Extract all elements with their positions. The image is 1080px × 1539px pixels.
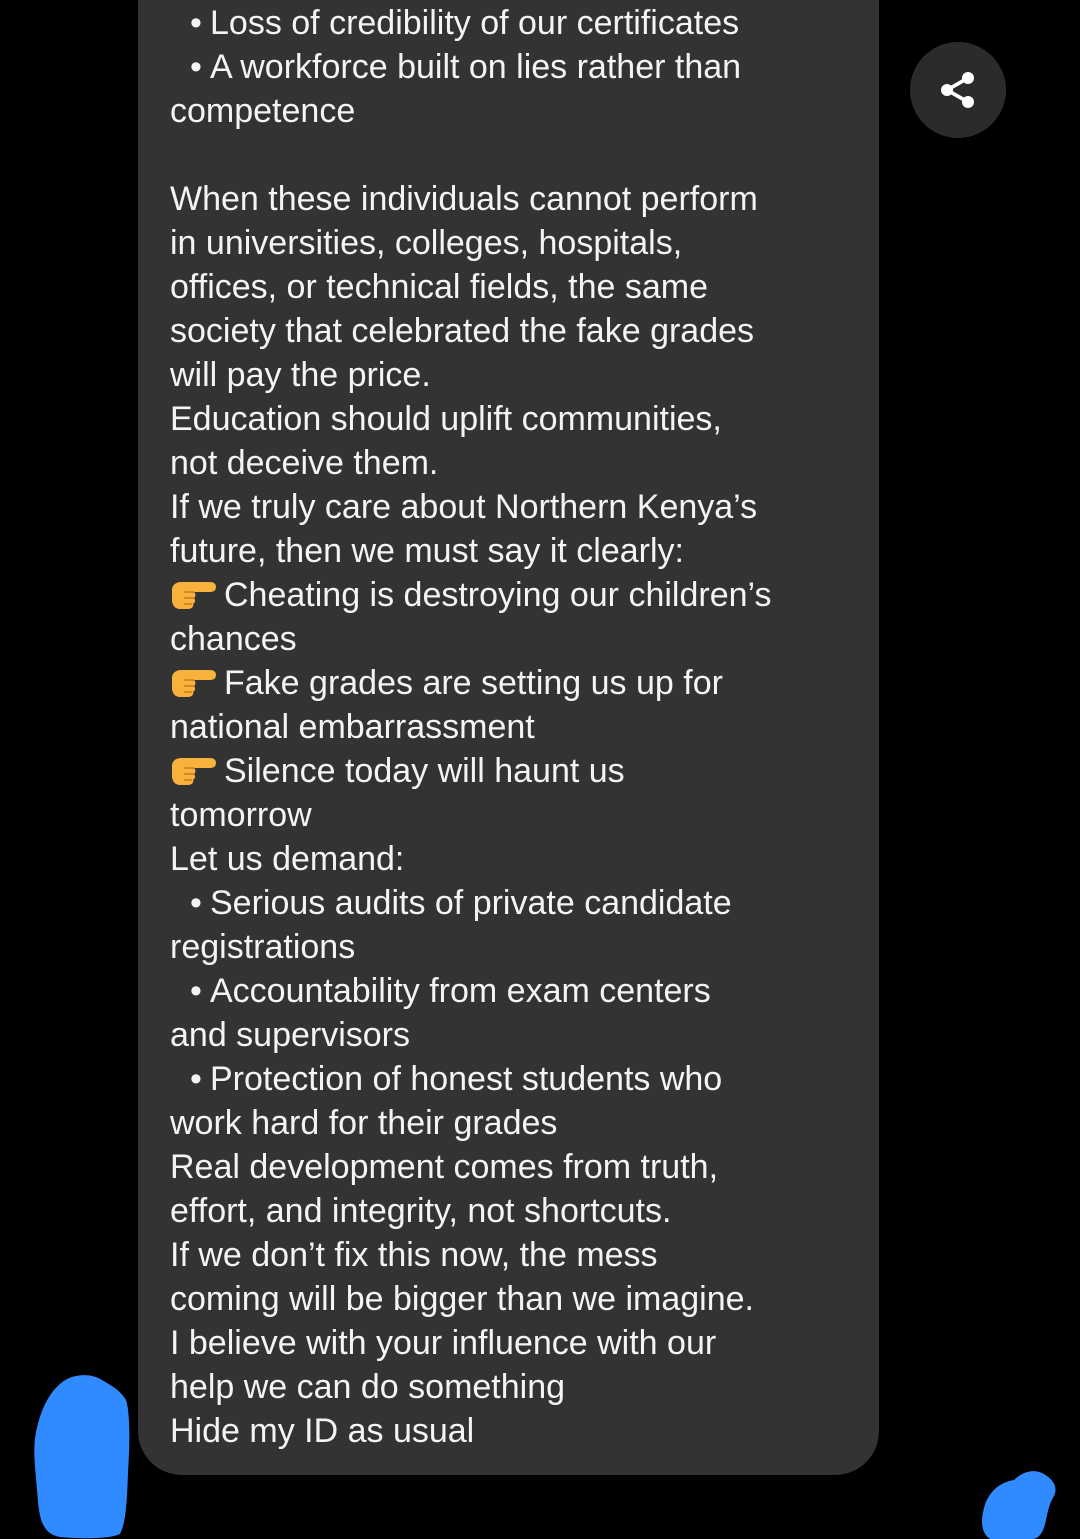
message-line: coming will be bigger than we imagine.	[170, 1280, 754, 1318]
bullet-glyph: •	[190, 4, 202, 42]
message-line: in universities, colleges, hospitals,	[170, 224, 683, 262]
message-line: Real development comes from truth,	[170, 1148, 719, 1186]
pointing-right-hand-icon	[170, 664, 216, 698]
message-line: not deceive them.	[170, 444, 439, 482]
message-line-text: Cheating is destroying our children’s	[224, 576, 772, 614]
message-text	[170, 1, 870, 1453]
message-pointer-line	[170, 749, 870, 793]
message-line-text: A workforce built on lies rather than	[210, 48, 742, 86]
redaction-scribble-right	[978, 1468, 1060, 1539]
message-line: When these individuals cannot perform	[170, 180, 758, 218]
message-line-text: Accountability from exam centers	[210, 972, 711, 1010]
message-line: tomorrow	[170, 796, 312, 834]
bullet-glyph: •	[190, 884, 202, 922]
share-icon	[938, 70, 978, 110]
message-line-text: Loss of credibility of our certificates	[210, 4, 740, 42]
message-line: effort, and integrity, not shortcuts.	[170, 1192, 672, 1230]
message-line-text: Silence today will haunt us	[224, 752, 625, 790]
message-bullet-line	[170, 969, 870, 1013]
bullet-glyph: •	[190, 972, 202, 1010]
message-line: will pay the price.	[170, 356, 431, 394]
message-line: chances	[170, 620, 297, 658]
message-blank-line	[170, 133, 870, 177]
message-line: offices, or technical fields, the same	[170, 268, 708, 306]
message-bullet-line	[170, 45, 870, 89]
message-pointer-line	[170, 573, 870, 617]
message-line-text: Serious audits of private candidate	[210, 884, 732, 922]
message-line-text: Protection of honest students who	[210, 1060, 723, 1098]
message-line: and supervisors	[170, 1016, 411, 1054]
message-bullet-line	[170, 1057, 870, 1101]
pointing-right-hand-icon	[170, 752, 216, 786]
message-bullet-line	[170, 881, 870, 925]
message-line: future, then we must say it clearly:	[170, 532, 684, 570]
message-line: registrations	[170, 928, 356, 966]
message-line: If we truly care about Northern Kenya’s	[170, 488, 758, 526]
message-line: Let us demand:	[170, 840, 405, 878]
pointing-right-hand-icon	[170, 576, 216, 610]
redaction-scribble-left	[30, 1372, 132, 1539]
message-line: help we can do something	[170, 1368, 566, 1406]
message-pointer-line	[170, 661, 870, 705]
message-line: national embarrassment	[170, 708, 535, 746]
message-bullet-line	[170, 1, 870, 45]
message-line: Education should uplift communities,	[170, 400, 722, 438]
message-line: If we don’t fix this now, the mess	[170, 1236, 658, 1274]
message-line: I believe with your influence with our	[170, 1324, 717, 1362]
message-line: work hard for their grades	[170, 1104, 558, 1142]
bullet-glyph: •	[190, 1060, 202, 1098]
message-line-text: Fake grades are setting us up for	[224, 664, 723, 702]
message-line: Hide my ID as usual	[170, 1412, 475, 1450]
share-button[interactable]	[910, 42, 1006, 138]
bullet-glyph: •	[190, 48, 202, 86]
message-line: competence	[170, 92, 356, 130]
message-line: society that celebrated the fake grades	[170, 312, 755, 350]
